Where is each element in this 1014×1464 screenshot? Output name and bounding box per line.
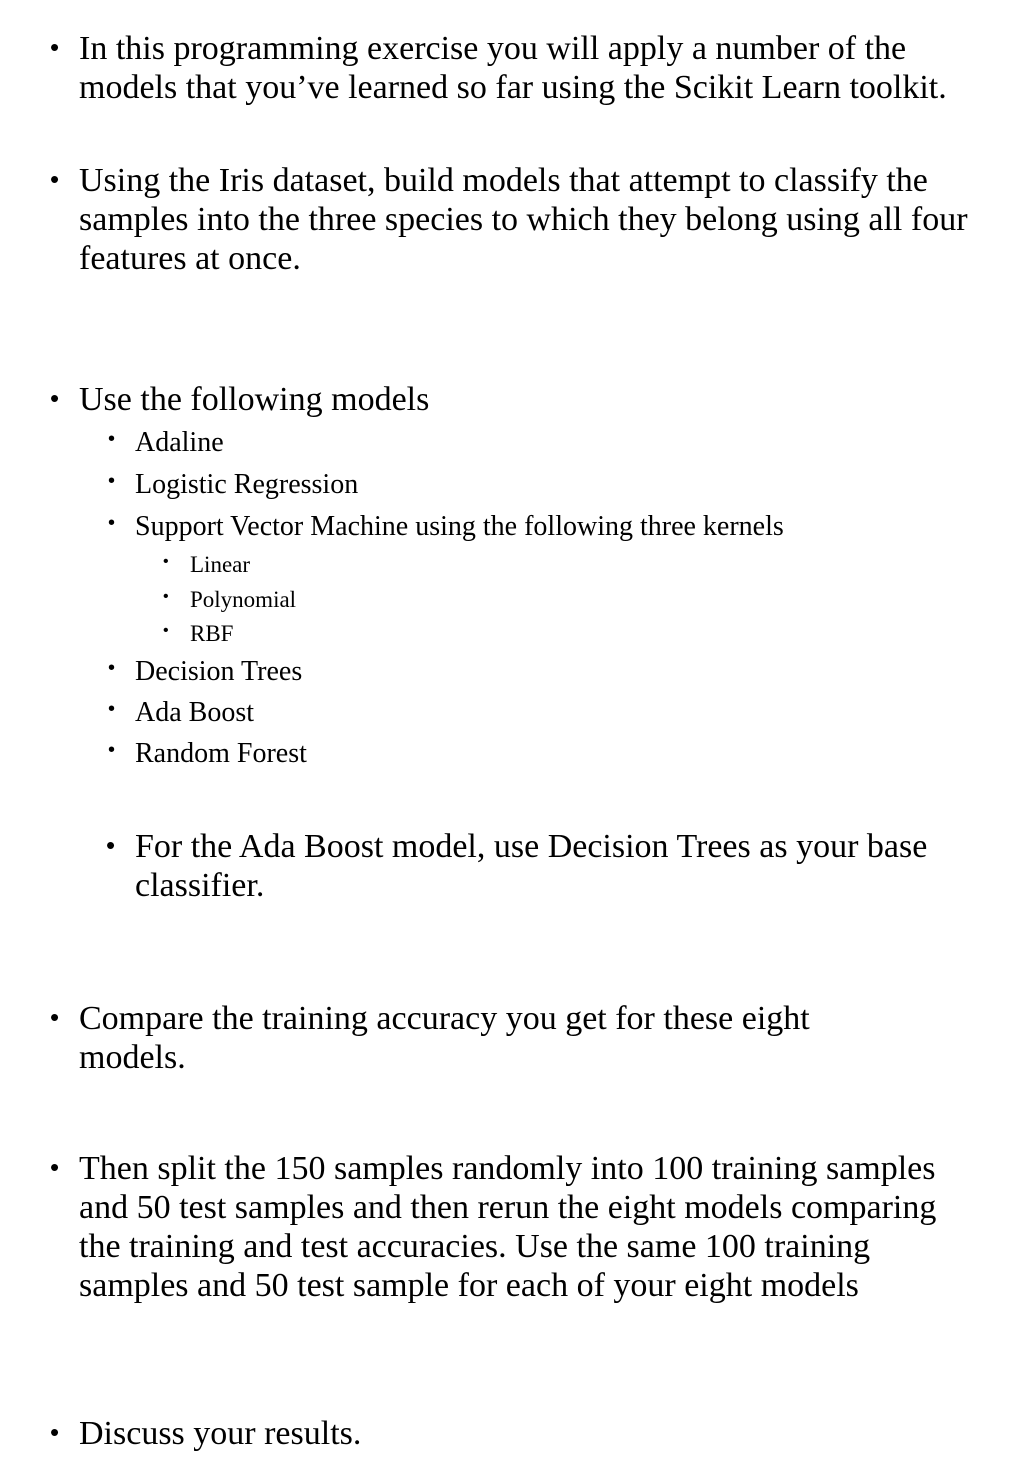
bullet-dot: • bbox=[50, 1417, 60, 1447]
bullet-discuss-text: Discuss your results. bbox=[79, 1415, 362, 1452]
kernel-label: RBF bbox=[190, 621, 234, 646]
kernel-label: Polynomial bbox=[190, 587, 297, 612]
bullet-dot: • bbox=[108, 428, 116, 450]
model-label: Adaline bbox=[135, 427, 224, 458]
bullet-dot: • bbox=[108, 470, 116, 492]
bullet-dot: • bbox=[163, 553, 169, 570]
model-label: Ada Boost bbox=[135, 697, 254, 728]
bullet-dot: • bbox=[106, 830, 116, 860]
bullet-dot: • bbox=[50, 1002, 60, 1032]
bullet-dot: • bbox=[50, 383, 60, 413]
model-label: Random Forest bbox=[135, 738, 307, 769]
bullet-compare-text: Compare the training accuracy you get for these eight models. bbox=[79, 1000, 810, 1076]
bullet-dot: • bbox=[108, 698, 116, 720]
model-label: Support Vector Machine using the following three kernels bbox=[135, 511, 784, 542]
bullet-dot: • bbox=[50, 164, 60, 194]
bullet-dot: • bbox=[108, 739, 116, 761]
bullet-iris-text: Using the Iris dataset, build models that attempt to classify the samples into the three species to which they belong using all four features at once. bbox=[79, 162, 968, 277]
bullet-models-text: Use the following models bbox=[79, 381, 430, 418]
model-label: Decision Trees bbox=[135, 656, 303, 687]
bullet-ada-note-text: For the Ada Boost model, use Decision Trees as your base classifier. bbox=[135, 828, 928, 904]
bullet-dot: • bbox=[163, 622, 169, 639]
bullet-dot: • bbox=[108, 657, 116, 679]
bullet-split-text: Then split the 150 samples randomly into 100 training samples and 50 test samples and then rerun the eight models comparing the training and test accuracies. Use the same 100 training samples and 50 test sample for each of your eight models bbox=[79, 1150, 937, 1304]
bullet-dot: • bbox=[163, 588, 169, 605]
bullet-intro-text: In this programming exercise you will apply a number of the models that you’ve learned so far using the Scikit Learn toolkit. bbox=[79, 30, 947, 106]
model-label: Logistic Regression bbox=[135, 469, 359, 500]
bullet-dot: • bbox=[108, 512, 116, 534]
bullet-dot: • bbox=[50, 32, 60, 62]
bullet-dot: • bbox=[50, 1152, 60, 1182]
kernel-label: Linear bbox=[190, 552, 251, 577]
